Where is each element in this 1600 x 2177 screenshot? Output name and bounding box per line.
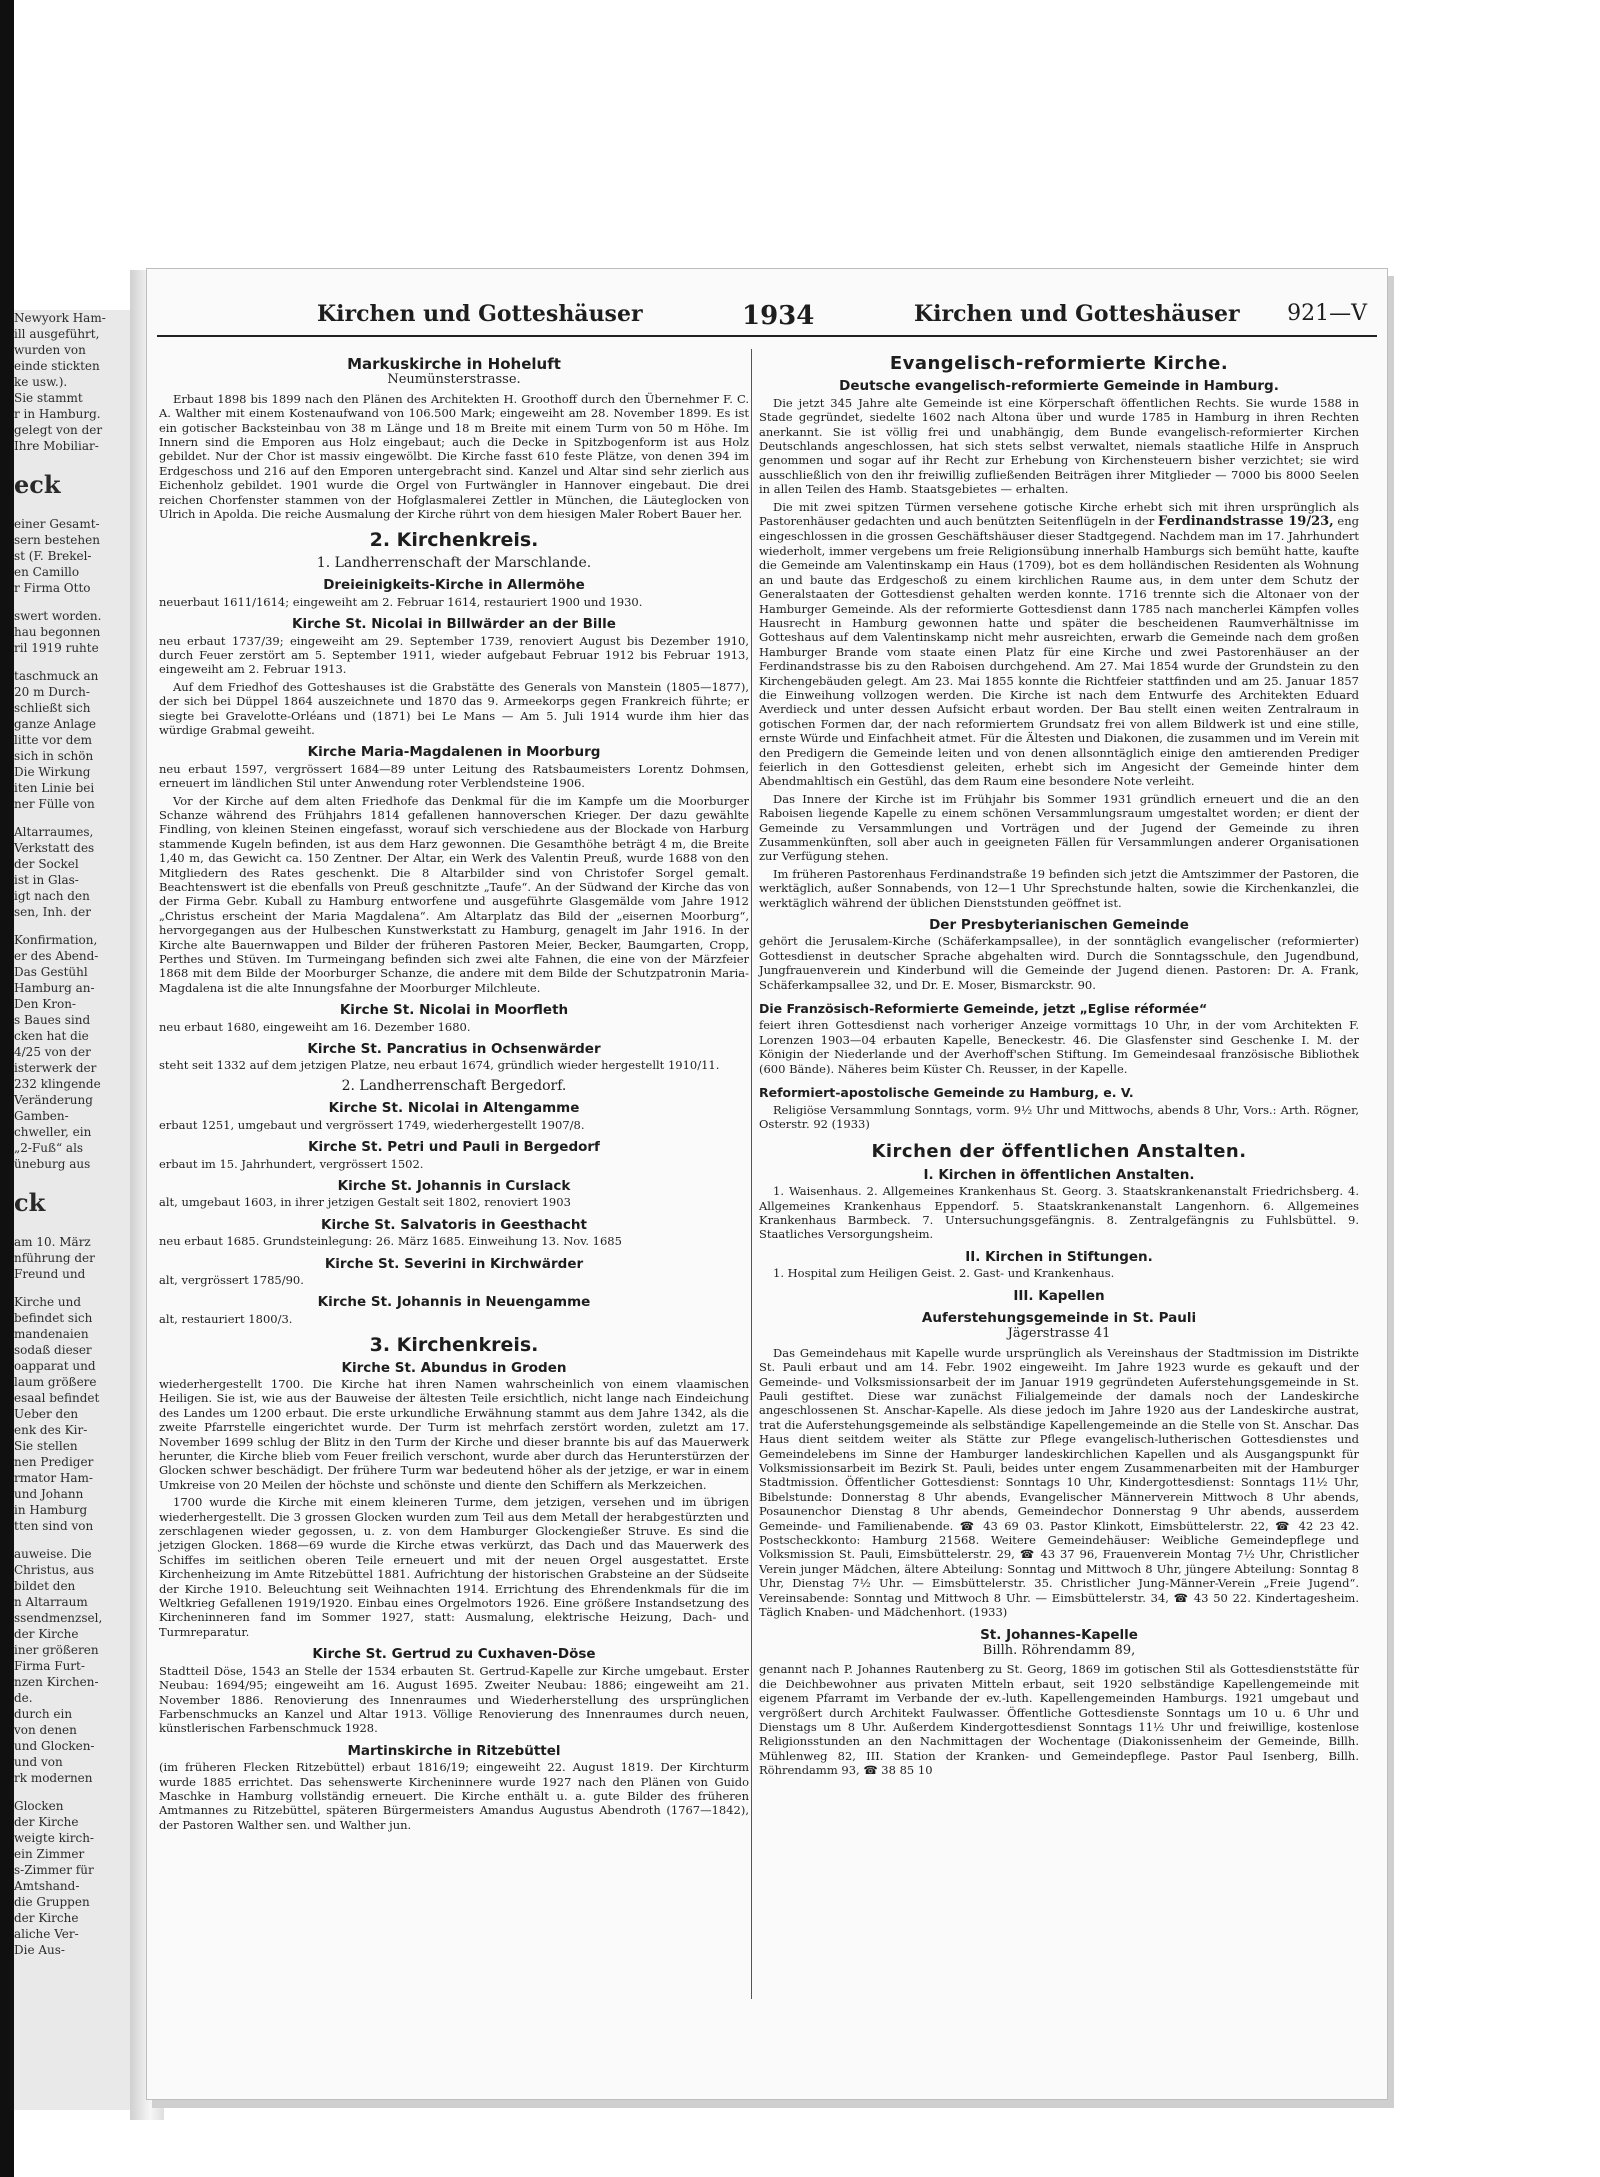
adjacent-page-line: 232 klingende	[14, 1077, 101, 1091]
adjacent-page-lines-b	[14, 516, 146, 1172]
adjacent-page-lines-a	[14, 310, 146, 454]
adjacent-page-lines-c	[14, 1234, 146, 1958]
paragraph: wiederhergestellt 1700. Die Kirche hat ihren Namen wahrscheinlich von einem vlaamischen Heiligen. Sie ist, wie aus der Bauweise der ältesten Teile ersichtlich, nicht lange nach Eindeichung des Landes um 1200 erbaut. Die erste urkundliche Erwähnung stammt aus dem Jahre 1342, als die zweite Pfarrstelle eingerichtet wurde. Der Turm ist mehrfach zerstört worden, zuletzt am 17. November 1699 schlug der Blitz in den Turm der Kirche und dieser brannte bis auf das Mauerwerk herunter, die Kirche blieb vom Feuer freilich verschont, wurde aber durch das Herunterstürzen der Glocken schwer beschädigt. Der frühere Turm war bedeutend höher als der jetzige, er war in einem Umkreise von 20 Meilen der höchste und schönste und diente den Schiffern als Merkzeichen.	[159, 1376, 749, 1492]
adjacent-page-line: gelegt von der	[14, 423, 103, 437]
adjacent-page-line: de.	[14, 1691, 33, 1705]
adjacent-page-line: oapparat und	[14, 1359, 96, 1373]
paragraph: Die jetzt 345 Jahre alte Gemeinde ist eine Körperschaft öffentlichen Rechts. Sie wurde 1588 in Stade gegründet, siedelte 1602 nach Altona über und wurde 1785 in Hamburg in ihren Rechten anerkannt. Sie ist völlig frei und unabhängig, dem Bunde evangelisch-reformierter Kirchen Deutschlands angeschlossen, hat sich stets selbst verwaltet, niemals staatliche Hilfe in Anspruch genommen und sogar auf ihr Recht zur Erhebung von Kirchensteuern bisher verzichtet; sie wird ausschließlich von den ihr freiwillig zufließenden Beiträgen ihrer Mitglieder — 7000 bis 8000 Seelen in allen Teilen des Hamb. Staatsgebietes — erhalten.	[759, 395, 1359, 497]
adjacent-page-line	[14, 596, 146, 608]
paragraph: 1. Waisenhaus. 2. Allgemeines Krankenhaus St. Georg. 3. Staatskrankenanstalt Friedrichsberg. 4. Allgemeines Krankenhaus Eppendorf. 5. Staatskrankenanstalt Langenhorn. 6. Allgemeines Krankenhaus Barmbeck. 7. Untersuchungsgefängnis. 8. Zentralgefängnis zu Fuhlsbüttel. 9. Staatliches Versorgungsheim.	[759, 1184, 1359, 1242]
adjacent-page-line: durch ein	[14, 1707, 73, 1721]
adjacent-page-line: Das Gestühl	[14, 965, 88, 979]
adjacent-page-line: weigte kirch-	[14, 1831, 94, 1845]
adjacent-page-line: nen Prediger	[14, 1455, 94, 1469]
adjacent-page-line: ril 1919 ruhte	[14, 641, 99, 655]
paragraph: neu erbaut 1680, eingeweiht am 16. Dezember 1680.	[159, 1019, 471, 1034]
subsection-heading: II. Kirchen in Stiftungen.	[965, 1248, 1153, 1265]
adjacent-page-line: sich in schön	[14, 749, 94, 763]
adjacent-page-line: esaal befindet	[14, 1391, 100, 1405]
adjacent-page-line: bildet den	[14, 1579, 76, 1593]
paragraph: alt, vergrössert 1785/90.	[159, 1272, 304, 1287]
adjacent-page-line: iten Linie bei	[14, 781, 95, 795]
adjacent-page-line: befindet sich	[14, 1311, 93, 1325]
paragraph: Religiöse Versammlung Sonntags, vorm. 9½ Uhr und Mittwochs, abends 8 Uhr, Vors.: Arth. Rögner, Osterstr. 92 (1933)	[759, 1102, 1359, 1131]
adjacent-page-line: sodaß dieser	[14, 1343, 92, 1357]
adjacent-page-line: Christus, aus	[14, 1563, 95, 1577]
adjacent-page-line: sen, Inh. der	[14, 905, 91, 919]
adjacent-page-line	[14, 656, 146, 668]
paragraph: neu erbaut 1597, vergrössert 1684—89 unter Leitung des Ratsbaumeisters Lorentz Dohmsen, erneuert im ländlichen Stil unter Anwendung roter Verblendsteine 1906.	[159, 761, 749, 791]
adjacent-page-line: und Johann	[14, 1487, 84, 1501]
adjacent-page-line: 4/25 von der	[14, 1045, 91, 1059]
adjacent-page-line: in Hamburg	[14, 1503, 88, 1517]
adjacent-page-line: nführung der	[14, 1251, 95, 1265]
adjacent-page-line: einer Gesamt-	[14, 517, 100, 531]
page-number: 921—V	[1287, 301, 1367, 326]
church-heading: Kirche St. Nicolai in Billwärder an der Bille	[292, 616, 616, 633]
adjacent-page-line: Ihre Mobiliar-	[14, 439, 99, 453]
church-heading: Martinskirche in Ritzebüttel	[347, 1742, 561, 1759]
church-heading: Kirche St. Abundus in Groden	[341, 1359, 567, 1376]
adjacent-page-line: sern bestehen	[14, 533, 100, 547]
header-year: 1934	[742, 301, 815, 331]
church-heading: St. Johannes-Kapelle	[980, 1626, 1138, 1643]
main-page	[146, 268, 1388, 2100]
adjacent-page-line: aliche Ver-	[14, 1927, 79, 1941]
adjacent-page-line: Veränderung	[14, 1093, 93, 1107]
church-heading: Der Presbyterianischen Gemeinde	[929, 917, 1189, 934]
adjacent-page-line: st (F. Brekel-	[14, 549, 92, 563]
adjacent-page-line: ssendmenzsel,	[14, 1611, 103, 1625]
running-header	[157, 299, 1377, 337]
paragraph: Das Gemeindehaus mit Kapelle wurde ursprünglich als Vereinshaus der Stadtmission im Distrikte St. Pauli erbaut und am 14. Febr. 1902 eingeweiht. Im Jahre 1923 wurde es gekauft und der Gemeinde- und Volksmissionsarbeit der im Januar 1919 gegründeten Auferstehungsgemeinde in St. Pauli gestiftet. Diese war zunächst Filialgemeinde der damals noch der Landeskirche angeschlossenen St. Anschar-Kapelle. Als diese jedoch im Jahre 1920 aus der Landeskirche austrat, trat die Auferstehungsgemeinde als selbständige Kapellengemeinde an die Stelle von St. Anschar. Das Haus dient seitdem weiter als Stätte zur Pflege evangelisch-lutherischen Gottesdienstes und Gemeindelebens im Sinne der Hamburger landeskirchlichen Kapellen und als Ausgangspunkt für Volksmissionsarbeit im Bezirk St. Pauli, beides unter engem Zusammenarbeiten mit der Hamburger Stadtmission. Öffentlicher Gottesdienst: Sonntags 10 Uhr, Kindergottesdienst: Sonntags 11½ Uhr, Bibelstunde: Donnerstag 8 Uhr abends, Evangelischer Männerverein Mittwoch 8 Uhr abends, Posaunenchor Dienstag 8 Uhr abends, Gemeindechor Donnerstag 9 Uhr abends, ausserdem Gemeinde- und Familienabende. ☎ 43 69 03. Pastor Klinkott, Eimsbüttelerstr. 22, ☎ 42 23 42. Postscheckkonto: Hamburg 21568. Weitere Gemeindehäuser: Weibliche Gemeindepflege und Volksmission St. Pauli, Eimsbüttelerstr. 29, ☎ 43 37 96, Frauenverein Montag 7½ Uhr, Christlicher Verein junger Mädchen, ältere Abteilung: Sonntag und Mittwoch 8 Uhr, jüngere Abteilung: Sonntag 8 Uhr, Dienstag 7½ Uhr. — Eimsbüttelerstr. 35. Christlicher Jung-Männer-Verein „Freie Jugend“. Vereinsabende: Sonntag und Mittwoch 8 Uhr. — Eimsbüttelerstr. 34, ☎ 43 50 22. Kindertagesheim. Täglich Knaben- und Mädchenhort. (1933)	[759, 1345, 1359, 1620]
church-heading: Kirche St. Pancratius in Ochsenwärder	[307, 1041, 601, 1058]
adjacent-page-line: isterwerk der	[14, 1061, 97, 1075]
adjacent-page-line: r in Hamburg.	[14, 407, 101, 421]
church-heading: Kirche St. Salvatoris in Geesthacht	[321, 1216, 587, 1233]
adjacent-page-line: swert worden.	[14, 609, 102, 623]
adjacent-page-line: Den Kron-	[14, 997, 76, 1011]
paragraph: Erbaut 1898 bis 1899 nach den Plänen des Architekten H. Groothoff durch den Übernehmer F. C. A. Walther mit einem Kostenaufwand von 106.500 Mark; eingeweiht am 28. November 1899. Es ist ein gotischer Backsteinbau von 38 m Länge und 18 m Breite mit einem Turm von 50 m Höhe. Im Innern sind die Emporen aus Holz eingebaut; auch die Decke in Spitzbogenform ist aus Holz gebildet. Nur der Chor ist massiv eingewölbt. Die Kirche fasst 610 feste Plätze, von denen 394 im Erdgeschoss und 216 auf den Emporen untergebracht sind. Kanzel und Altar sind sehr zierlich aus Eichenholz gebildet. 1901 wurde die Orgel von Furtwängler in Hannover eingebaut. Die drei reichen Chorfenster stammen von der Hofglasmalerei Zettler in München, die Läuteglocken von Ulrich in Apolda. Die reiche Ausmalung der Kirche rührt von dem hiesigen Maler Robert Bauer her.	[159, 391, 749, 522]
paragraph: Im früheren Pastorenhaus Ferdinandstraße 19 befinden sich jetzt die Amtszimmer der Pastoren, die werktäglich, außer Sonnabends, von 12—1 Uhr Sprechstunde halten, sowie die Kirchenkanzlei, die werktäglich während der üblichen Dienststunden geöffnet ist.	[759, 866, 1359, 910]
section-heading: 2. Kirchenkreis.	[369, 529, 539, 552]
paragraph: erbaut im 15. Jahrhundert, vergrössert 1502.	[159, 1156, 424, 1171]
adjacent-page-line: Sie stammt	[14, 391, 83, 405]
church-heading: Markuskirche in Hoheluft	[347, 355, 561, 373]
adjacent-page-line: Freund und	[14, 1267, 86, 1281]
paragraph: Auf dem Friedhof des Gotteshauses ist die Grabstätte des Generals von Manstein (1805—1877), der sich bei Düppel 1864 auszeichnete und 1870 das 9. Armeekorps gegen Frankreich führte; er siegte bei Gravelotte-Orléans und (1871) bei Le Mans — Am 5. Juli 1914 wurde ihm hier das würdige Grabmal geweiht.	[159, 679, 749, 737]
adjacent-page-line: Amtshand-	[14, 1879, 80, 1893]
adjacent-page-line: der Kirche	[14, 1815, 79, 1829]
church-heading: Kirche St. Johannis in Neuengamme	[317, 1294, 591, 1311]
adjacent-page-line: ner Fülle von	[14, 797, 95, 811]
adjacent-page-line: ist in Glas-	[14, 873, 79, 887]
adjacent-page-line: iner größeren	[14, 1643, 99, 1657]
street-line: Neumünsterstrasse.	[387, 372, 521, 388]
subsection-heading: I. Kirchen in öffentlichen Anstalten.	[923, 1166, 1195, 1183]
adjacent-page-line: igt nach den	[14, 889, 90, 903]
left-column	[159, 349, 749, 1835]
paragraph: feiert ihren Gottesdienst nach vorheriger Anzeige vormittags 10 Uhr, in der vom Architekten F. Lorenzen 1903—04 erbauten Kapelle, Beneckestr. 46. Die Glasfenster sind Geschenke I. M. der Königin der Niederlande und der Averhoff'schen Stiftung. Im Gemeindesaal französische Bibliothek (600 Bände). Näheres beim Küster Ch. Reusser, in der Kapelle.	[759, 1018, 1359, 1076]
adjacent-page-line: taschmuck an	[14, 669, 99, 683]
adjacent-page-line: wurden von	[14, 343, 86, 357]
paragraph: alt, umgebaut 1603, in ihrer jetzigen Gestalt seit 1802, renoviert 1903	[159, 1195, 571, 1210]
adjacent-page-line: litte vor dem	[14, 733, 92, 747]
adjacent-page-line: „2-Fuß“ als	[14, 1141, 84, 1155]
street-line: Billh. Röhrendamm 89,	[982, 1642, 1136, 1658]
adjacent-page-fragment	[14, 310, 146, 2110]
adjacent-page-line: ganze Anlage	[14, 717, 96, 731]
adjacent-page-line: hau begonnen	[14, 625, 101, 639]
adjacent-page-line: en Camillo	[14, 565, 80, 579]
adjacent-page-line: nzen Kirchen-	[14, 1675, 99, 1689]
adjacent-page-line: n Altarraum	[14, 1595, 88, 1609]
adjacent-page-line: Newyork Ham-	[14, 311, 106, 325]
paragraph: gehört die Jerusalem-Kirche (Schäferkampsallee), in der sonntäglich evangelischer (reformierter) Gottesdienst in deutscher Sprache abgehalten wird. Durch die Sonntagsschule, den Jugendbund, Jungfrauenverein und Kinderbund will die Gemeinde der Jugend dienen. Pastoren: Dr. A. Frank, Schäferkampsallee 32, und Dr. E. Moser, Bismarckstr. 90.	[759, 934, 1359, 992]
subsection-heading: III. Kapellen	[1013, 1287, 1105, 1304]
adjacent-page-line: die Gruppen	[14, 1895, 90, 1909]
adjacent-page-line: schließt sich	[14, 701, 91, 715]
paragraph: genannt nach P. Johannes Rautenberg zu St. Georg, 1869 im gotischen Stil als Gottesdienststätte für die Deichbewohner aus privaten Mitteln erbaut, seit 1920 selbständige Kapellengemeinde mit eigenem Pfarramt im Verbande der ev.-luth. Kapellengemeinden Hamburgs. 1921 umgebaut und vergrößert durch Architekt Faulwasser. Öffentliche Gottesdienste Sonntags um 10 u. 6 Uhr und Dienstags um 8 Uhr. Außerdem Kindergottesdienst Sonntags 11½ Uhr und freiwillige, kostenlose Religionsstunden an den Nachmittagen der Wochentage (Diakonissenheim der Gemeinde, Billh. Mühlenweg 82, III. Station der Kranken- und Gemeindepflege. Pastor Paul Isenberg, Billh. Röhrendamm 93, ☎ 38 85 10	[759, 1662, 1359, 1778]
paragraph: neu erbaut 1685. Grundsteinlegung: 26. März 1685. Einweihung 13. Nov. 1685	[159, 1234, 622, 1249]
adjacent-page-line: Konfirmation,	[14, 933, 98, 947]
adjacent-page-line: ke usw.).	[14, 375, 68, 389]
adjacent-page-line	[14, 812, 146, 824]
paragraph: 1. Hospital zum Heiligen Geist. 2. Gast- und Krankenhaus.	[773, 1266, 1115, 1281]
adjacent-page-line: chweller, ein	[14, 1125, 92, 1139]
adjacent-page-line	[14, 1534, 146, 1546]
church-heading: Kirche St. Severini in Kirchwärder	[324, 1255, 584, 1272]
adjacent-page-line: tten sind von	[14, 1519, 94, 1533]
adjacent-page-line: Altarraumes,	[14, 825, 94, 839]
adjacent-page-line: Die Wirkung	[14, 765, 91, 779]
adjacent-page-line: Sie stellen	[14, 1439, 78, 1453]
adjacent-page-line: Ueber den	[14, 1407, 79, 1421]
adjacent-page-line: enk des Kir-	[14, 1423, 88, 1437]
adjacent-page-line: ill ausgeführt,	[14, 327, 100, 341]
adjacent-page-line: s Baues sind	[14, 1013, 91, 1027]
header-left-title: Kirchen und Gotteshäuser	[317, 301, 643, 327]
church-heading: Auferstehungsgemeinde in St. Pauli	[921, 1309, 1197, 1326]
paragraph: Das Innere der Kirche ist im Frühjahr bis Sommer 1931 gründlich erneuert und die an den Raboisen liegende Kapelle zu einem schönen Versammlungsraum umgestaltet worden; er dient der Gemeinde zu Versammlungen und Vorträgen und der Jugend der Gemeinde zu ihren Zusammenkünften, soll aber auch in geeigneten Fällen für Versammlungen anderer Organisationen zur Verfügung stehen.	[759, 791, 1359, 864]
church-heading: Kirche St. Gertrud zu Cuxhaven-Döse	[312, 1646, 596, 1663]
adjacent-page-line: Glocken	[14, 1799, 64, 1813]
adjacent-page-heading-1: eck	[14, 470, 61, 499]
header-right-title: Kirchen und Gotteshäuser	[914, 301, 1240, 327]
adjacent-page-line: der Kirche	[14, 1627, 79, 1641]
paragraph: steht seit 1332 auf dem jetzigen Platze, neu erbaut 1674, gründlich wieder hergestellt 1910/11.	[159, 1058, 720, 1073]
right-column	[759, 349, 1359, 1781]
adjacent-page-line: und von	[14, 1755, 63, 1769]
church-heading: Deutsche evangelisch-reformierte Gemeinde in Hamburg.	[839, 378, 1279, 395]
paragraph: erbaut 1251, umgebaut und vergrössert 1749, wiederhergestellt 1907/8.	[159, 1117, 585, 1132]
adjacent-page-line: auweise. Die	[14, 1547, 92, 1561]
adjacent-page-line: 20 m Durch-	[14, 685, 90, 699]
subsection-heading: 1. Landherrenschaft der Marschlande.	[316, 554, 592, 571]
adjacent-page-line: und Glocken-	[14, 1739, 95, 1753]
adjacent-page-line	[14, 1786, 146, 1798]
paragraph: Stadtteil Döse, 1543 an Stelle der 1534 erbauten St. Gertrud-Kapelle zur Kirche umgebaut. Erster Neubau: 1694/95; eingeweiht am 16. August 1695. Zweiter Neubau: 1886; eingeweiht am 21. November 1886. Renovierung des Innenraumes und Wiederherstellung des ursprünglichen Farbenschmucks an Kanzel und Altar 1913. Völlige Renovierung des Innenraumes durch neuen, künstlerischen Farbenschmuck 1928.	[159, 1663, 749, 1736]
street-line: Jägerstrasse 41	[1007, 1326, 1111, 1342]
adjacent-page-line: der Sockel	[14, 857, 79, 871]
adjacent-page-line: r Firma Otto	[14, 581, 91, 595]
adjacent-page-line: mandenaien	[14, 1327, 89, 1341]
church-heading: Reformiert-apostolische Gemeinde zu Hamburg, e. V.	[759, 1085, 1134, 1101]
church-heading: Kirche Maria-Magdalenen in Moorburg	[307, 744, 601, 761]
adjacent-page-line	[14, 920, 146, 932]
paragraph-text: eng eingeschlossen in die grossen Geschäftshäuser dieser Stadtgegend. Nachdem man im 17. Jahrhundert wiederholt, immer vergebens um freie Religionsübung innerhalb Hamburgs sich bemüht hatte, kaufte die Gemeinde am Valentinskamp ein Haus (1709), bot es dem holländischen Residenten als Wohnung an und baute das Erdgeschoß zu einem kirchlichen Raume aus, in dem unter dem Schutz der Generalstaaten der Gottesdienst gehalten werden konnte. 1716 trennte sich die Altonaer von der Hamburger Gemeinde. Als der reformierte Gottesdienst dann 1785 nach mancherlei Kämpfen volles Hausrecht in Hamburg gewonnen hatte und später die bescheidenen Raumverhältnisse im Gotteshaus auf dem Valentinskamp nicht mehr ausreichten, erwarb die Gemeinde nach dem großen Hamburger Brande vom staate einen Platz für eine Kirche und zwei Pastorenhäuser an der Ferdinandstrasse bis zu den Raboisen durchgehend. Am 27. Mai 1854 wurde der Grundstein zu den Kirchengebäuden gelegt. Am 23. Mai 1855 konnte die Richtfeier stattfinden und am 25. Januar 1857 die Einweihung vollzogen werden. Die Kirche ist nach dem Entwurfe des Architekten Eduard Averdieck und unter dessen Aufsicht erbaut worden. Der Bau stellt einen weiten Zentralraum in gotischen Formen dar, der nach reformiertem Grundsatz frei von allem Bildwerk ist und eine stille, ernste Würde und Einfachheit atmet. Für die Ältesten und Diakonen, die zusammen und im Verein mit den Predigern die Gemeinde leiten und von denen allsonntäglich einige den amtierenden Prediger feierlich in den Gottesdienst geleiten, erhebt sich im Angesicht der Gemeinde hinter dem Abendmahltisch ein Gestühl, das dem Raum eine besondere Note verleiht.	[759, 514, 1359, 789]
adjacent-page-line: rk modernen	[14, 1771, 93, 1785]
church-heading: Kirche St. Nicolai in Altengamme	[328, 1100, 580, 1117]
paragraph	[759, 500, 1359, 789]
adjacent-page-line: laum größere	[14, 1375, 97, 1389]
church-heading: Kirche St. Petri und Pauli in Bergedorf	[308, 1139, 600, 1156]
adjacent-page-line: cken hat die	[14, 1029, 89, 1043]
scan-black-margin	[0, 0, 14, 2177]
adjacent-page-heading-2: ck	[14, 1188, 46, 1217]
adjacent-page-line: Gamben-	[14, 1109, 69, 1123]
adjacent-page-line: rmator Ham-	[14, 1471, 93, 1485]
subsection-heading: 2. Landherrenschaft Bergedorf.	[341, 1077, 567, 1094]
column-rule	[751, 349, 752, 1999]
paragraph: neu erbaut 1737/39; eingeweiht am 29. September 1739, renoviert August bis Dezember 1910, durch Feuer zerstört am 5. September 1911, wieder aufgebaut Februar 1912 bis Februar 1913, eingeweiht am 2. Februar 1913.	[159, 633, 749, 677]
church-heading: Kirche St. Nicolai in Moorfleth	[339, 1002, 569, 1019]
adjacent-page-line: Hamburg an-	[14, 981, 95, 995]
adjacent-page-line: üneburg aus	[14, 1157, 91, 1171]
adjacent-page-line: von denen	[14, 1723, 77, 1737]
section-heading: Kirchen der öffentlichen Anstalten.	[871, 1141, 1247, 1163]
church-heading: Die Französisch-Reformierte Gemeinde, jetzt „Eglise réformée“	[759, 1001, 1208, 1017]
paragraph: Vor der Kirche auf dem alten Friedhofe das Denkmal für die im Kampfe um die Moorburger Schanze während des Frühjahrs 1814 gefallenen hannoverschen Krieger. Der dazu gewählte Findling, von kleinen Steinen eingefasst, worauf sich verschiedene aus der Blockade von Harburg stammende Kugeln befinden, ist aus dem Harz gewonnen. Die Gesamthöhe beträgt 4 m, die Breite 1,40 m, das Gewicht ca. 150 Zentner. Der Altar, ein Werk des Valentin Preuß, wurde 1688 von den Mitgliedern des Rates geschenkt. Die 8 Altarbilder sind von Christofer Sorgel gemalt. Beachtenswert ist die ebenfalls von Preuß geschnitzte „Taufe“. An der Südwand der Kirche das von der Firma Gebr. Kuball zu Hamburg entworfene und ausgeführte Glasgemälde vom Jahre 1912 „Christus erscheint der Maria Magdalena“. Am Altarplatz das Bild der „eisernen Moorburg“, hervorgegangen aus der Hulbeschen Kunstwerkstatt zu Hamburg, genagelt im Jahr 1916. In der Kirche alte Bauernwappen und Bilder der früheren Pastoren Meier, Becker, Baumgarten, Cropp, Perthes und Stüven. Im Turmeingang befinden sich zwei alte Fahnen, die eine von der Märzfeier 1868 mit dem Bilde der Moorburger Schanze, die andere mit dem Bilde der Schutzpatronin Maria-Magdalena ist die alte Innungsfahne der Moorburger Milchleute.	[159, 793, 749, 995]
section-heading: Evangelisch-reformierte Kirche.	[889, 353, 1229, 374]
adjacent-page-line: er des Abend-	[14, 949, 99, 963]
adjacent-page-line: Kirche und	[14, 1295, 82, 1309]
adjacent-page-line: einde stickten	[14, 359, 100, 373]
adjacent-page-line: ein Zimmer	[14, 1847, 85, 1861]
church-heading: Kirche St. Johannis in Curslack	[337, 1177, 571, 1194]
adjacent-page-line: der Kirche	[14, 1911, 79, 1925]
adjacent-page-line: am 10. März	[14, 1235, 91, 1249]
adjacent-page-line: Die Aus-	[14, 1943, 65, 1957]
adjacent-page-line: Verkstatt des	[14, 841, 95, 855]
paragraph-text: Die mit zwei spitzen Türmen versehene gotische Kirche erhebt sich mit ihren ursprünglich als Pastorenhäuser gedachten und auch benützten Seitenflügeln in der	[759, 499, 1359, 529]
adjacent-page-line: Firma Furt-	[14, 1659, 85, 1673]
paragraph: neuerbaut 1611/1614; eingeweiht am 2. Februar 1614, restauriert 1900 und 1930.	[159, 594, 643, 609]
church-heading: Dreieinigkeits-Kirche in Allermöhe	[323, 577, 585, 594]
paragraph: alt, restauriert 1800/3.	[159, 1311, 293, 1326]
paragraph: (im früheren Flecken Ritzebüttel) erbaut 1816/19; eingeweiht 22. August 1819. Der Kirchturm wurde 1885 errichtet. Das sehenswerte Kircheninnere wurde 1927 nach den Plänen von Guido Maschke in Hamburg vollständig erneuert. Die Kirche enthält u. a. gute Bilder des früheren Amtmannes zu Ritzebüttel, späteren Bürgermeisters Amandus Augustus Abendroth (1767—1842), der Pastoren Walther sen. und Walther jun.	[159, 1760, 749, 1832]
paragraph: 1700 wurde die Kirche mit einem kleineren Turme, dem jetzigen, versehen und im übrigen wiederhergestellt. Die 3 grossen Glocken wurden zum Teil aus dem Metall der herabgestürzten und zerschlagenen wieder gegossen, u. z. von dem Hamburger Glockengießer Struve. Es sind die jetzigen Glocken. 1868—69 wurde die Kirche etwas verkürzt, das Dach und das Mauerwerk des Schiffes im seitlichen oberen Teile erneuert und mit der neuen Orgel ausgestattet. Erste Kirchenheizung im Amte Ritzebüttel 1881. Aufrichtung der historischen Grabsteine an der Südseite der Kirche 1910. Beleuchtung seit Weihnachten 1914. Errichtung des Ehrendenkmals für die im Weltkrieg Gefallenen 1919/1920. Einbau eines Orgelmotors 1926. Eine größere Instandsetzung des Kircheninneren fand im Sommer 1927, statt: Ausmalung, elektrische Heizung, Dach- und Turmreparatur.	[159, 1495, 749, 1639]
adjacent-page-line	[14, 1282, 146, 1294]
street-highlight: Ferdinandstrasse 19/23,	[1158, 514, 1334, 530]
adjacent-page-line: s-Zimmer für	[14, 1863, 94, 1877]
section-heading: 3. Kirchenkreis.	[369, 1334, 539, 1357]
